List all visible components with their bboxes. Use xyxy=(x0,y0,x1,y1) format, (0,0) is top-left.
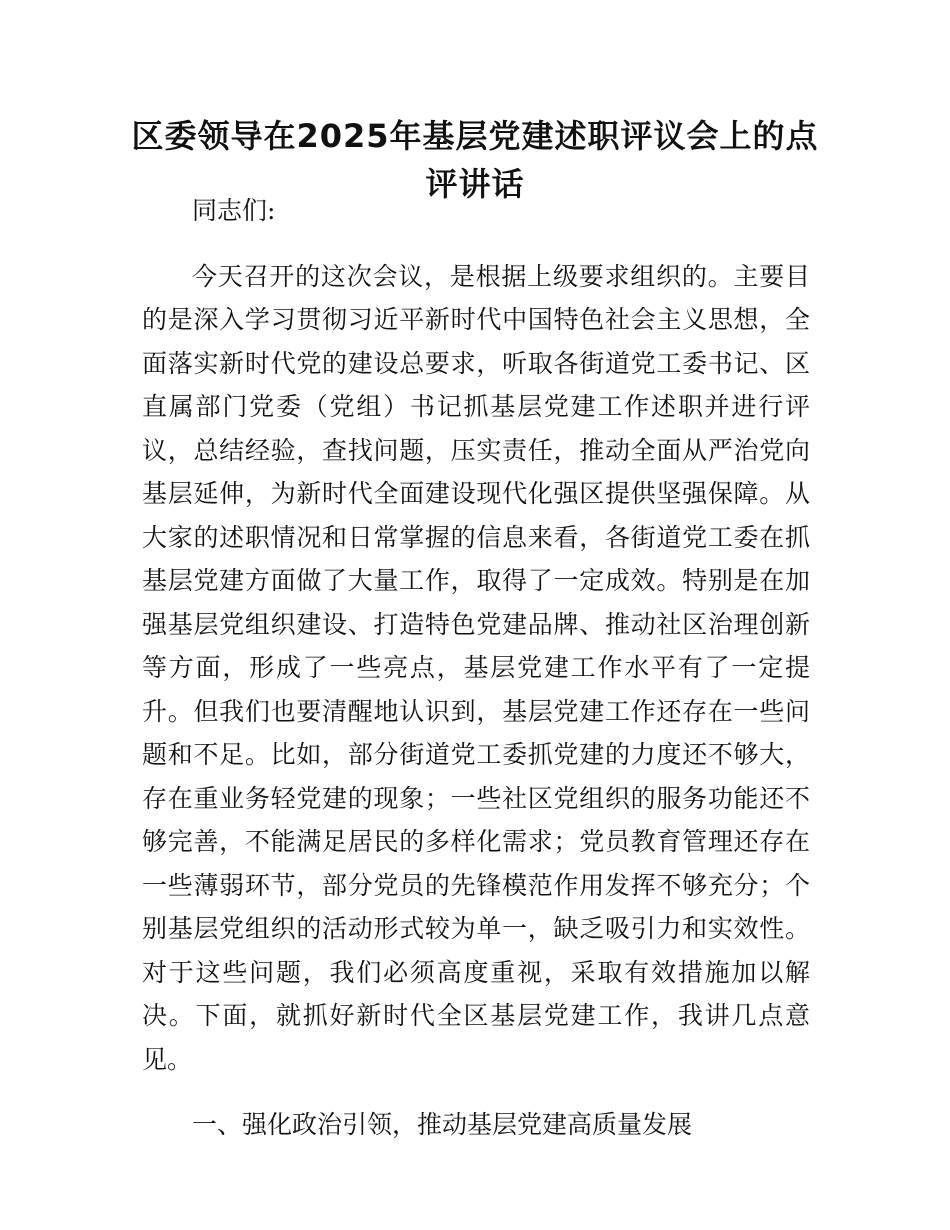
document-body xyxy=(142,189,810,1147)
document-title: 区委领导在2025年基层党建述职评议会上的点评讲话 xyxy=(131,117,819,203)
greeting: 同志们: xyxy=(192,196,276,225)
section-heading: 一、强化政治引领，推动基层党建高质量发展 xyxy=(192,1110,693,1139)
body-paragraph: 今天召开的这次会议，是根据上级要求组织的。主要目的是深入学习贯彻习近平新时代中国特色社会主义思想，全面落实新时代党的建设总要求，听取各街道党工委书记、区直属部门党委（党组）书记抓基层党建工作述职并进行评议，总结经验，查找问题，压实责任，推动全面从严治党向基层延伸，为新时代全面建设现代化强区提供坚强保障。从大家的述职情况和日常掌握的信息来看，各街道党工委在抓基层党建方面做了大量工作，取得了一定成效。特别是在加强基层党组织建设、打造特色党建品牌、推动社区治理创新等方面，形成了一些亮点，基层党建工作水平有了一定提升。但我们也要清醒地认识到，基层党建工作还存在一些问题和不足。比如，部分街道党工委抓党建的力度还不够大，存在重业务轻党建的现象；一些社区党组织的服务功能还不够完善，不能满足居民的多样化需求；党员教育管理还存在一些薄弱环节，部分党员的先锋模范作用发挥不够充分；个别基层党组织的活动形式较为单一，缺乏吸引力和实效性。对于这些问题，我们必须高度重视，采取有效措施加以解决。下面，就抓好新时代全区基层党建工作，我讲几点意见。 xyxy=(142,261,810,1074)
